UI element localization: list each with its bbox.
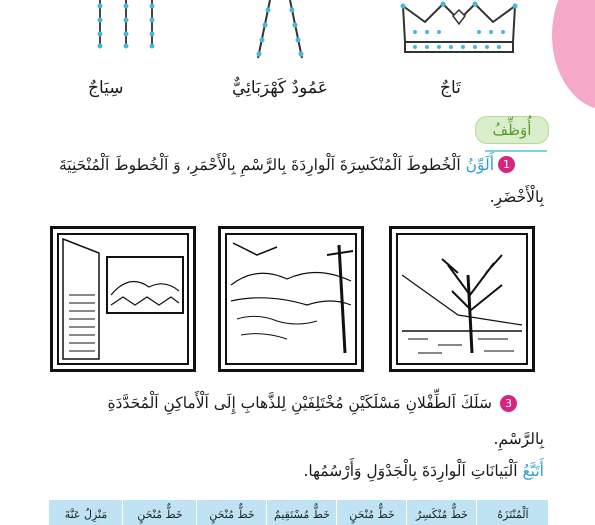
- table-header-cell: خَطٌّ مُنْحَنٍ: [196, 500, 267, 525]
- table-header-cell: خَطٌّ مُسْتَقِيمٌ: [266, 500, 337, 525]
- decorative-pink-shape: [552, 0, 595, 110]
- instruction-3-number: 3: [500, 395, 517, 412]
- caption-crown: تَاجٌ: [440, 78, 461, 98]
- instruction-1-line-2: بِالْأَخْضَرِ.: [489, 188, 544, 206]
- instruction-3-text: اَلْبَيانَاتِ اَلْوارِدَةَ بِالْجَدْوَلِ وَأَرْسُمُها.: [303, 462, 523, 480]
- instruction-1-text: اَلْخُطوطَ اَلْمُنْكَسِرَةَ اَلْوارِدَةَ بِالرَّسْمِ بِالْأَحْمَرِ، وَ اَلْخُطوطَ اَلْمُنْحَنِيَةَ: [58, 156, 466, 174]
- picture-river-pole: [218, 226, 364, 372]
- table-header-cell: خَطٌّ مُنْحَنٍ: [336, 500, 407, 525]
- table-header-cell: خَطٌّ مُنْكَسِرٌ: [406, 500, 477, 525]
- electric-pole-illustration: [240, 0, 320, 60]
- instruction-3-line-2: بِالرَّسْمِ.: [493, 430, 544, 448]
- caption-electric-pole: عَمُودٌ كَهْرَبَائِيٌّ: [232, 78, 328, 98]
- table-header-cell: اَلْمُنْتَزَهُ: [476, 500, 549, 525]
- instruction-3-line-1: سَلَكَ اَلطِّفْلانِ مَسْلَكَيْنِ مُخْتَلِفَيْنِ لِلذَّهابِ إِلَى اَلْأَماكِنِ اَلْمُحَدَّدَةِ: [107, 394, 492, 412]
- instruction-1-lead: أَلَوِّنُ: [465, 156, 494, 174]
- table-header-cell: خَطٌّ مُنْحَنٍ: [122, 500, 197, 525]
- crown-illustration: [395, 0, 525, 58]
- section-badge: [475, 116, 549, 144]
- section-badge-label: أُوَظِّفُ: [492, 121, 532, 139]
- instruction-3-line-3: [150, 458, 544, 484]
- picture-room-window: [50, 226, 196, 372]
- picture-landscape-tree: [389, 226, 535, 372]
- instruction-1-number: 1: [498, 156, 515, 173]
- table-header-cell: مَنْزِلُ عَنَّةَ: [48, 500, 123, 525]
- caption-fence: سِيَاجٌ: [88, 78, 124, 98]
- data-table-header: [48, 500, 548, 525]
- instruction-1-line-1: [26, 152, 494, 178]
- instruction-1-underline: [485, 150, 547, 152]
- instruction-3-lead: أَتَبَّعُ: [522, 462, 544, 480]
- fence-illustration: [80, 0, 170, 52]
